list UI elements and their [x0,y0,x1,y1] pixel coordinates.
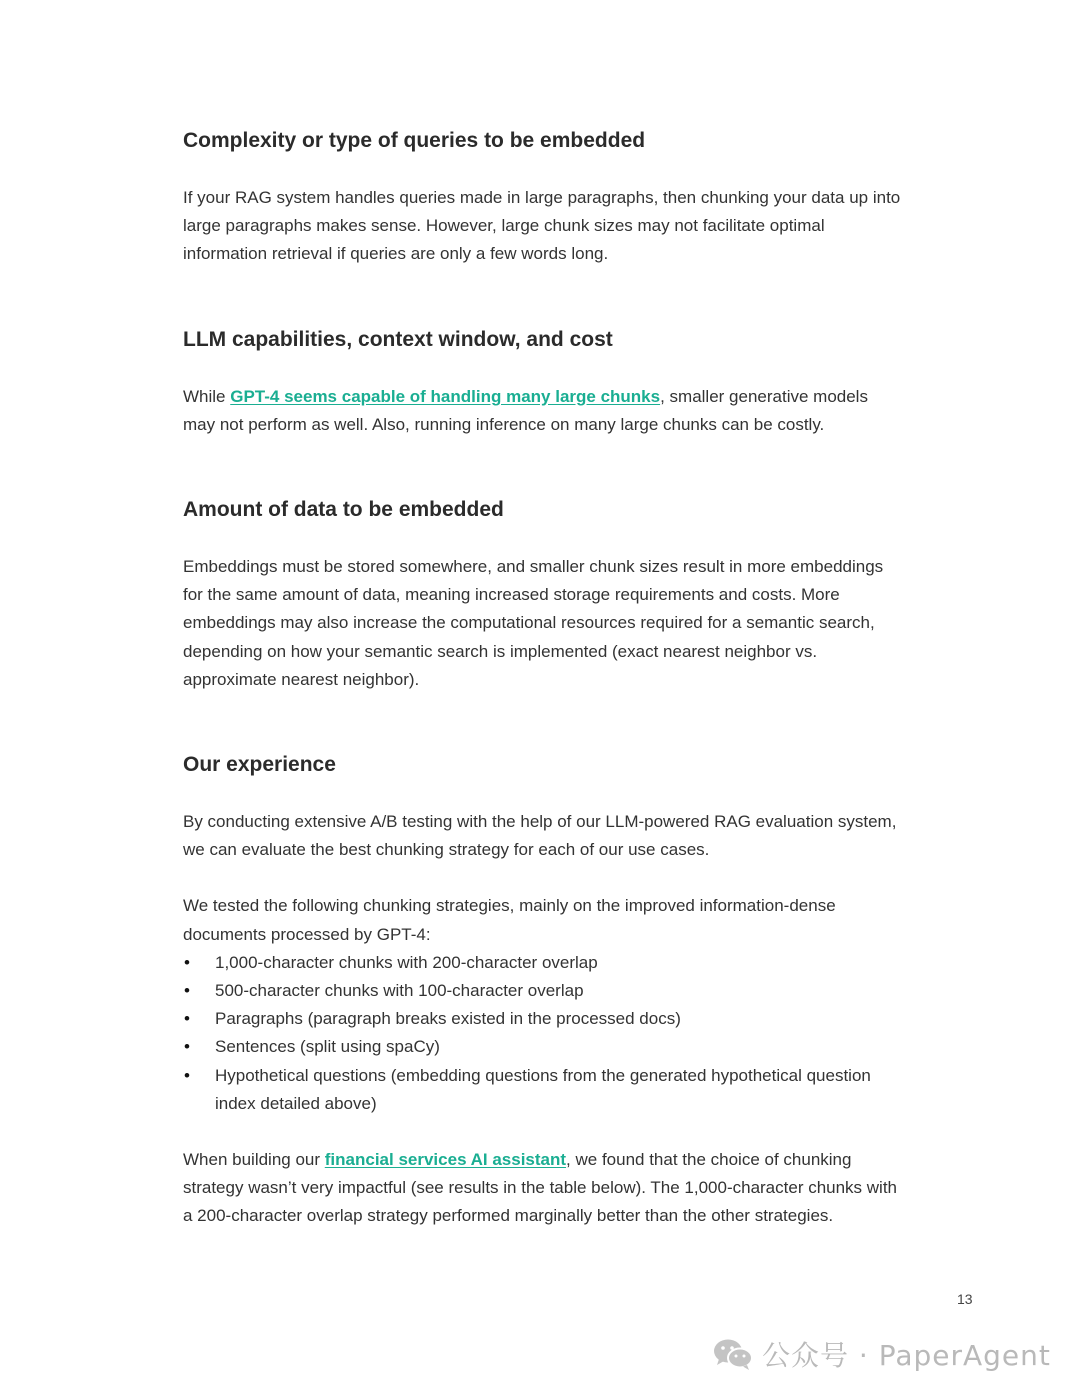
paragraph-text: When building our [183,1150,325,1170]
list-item [183,1033,903,1061]
wechat-icon [712,1337,754,1371]
bullet-icon: • [184,1065,190,1085]
section-paragraph: We tested the following chunking strategies, mainly on the improved information-dense documents processed by GPT-4: [183,896,836,944]
page-number: 13 [957,1291,973,1307]
list-item [183,977,903,1005]
bullet-icon: • [184,1009,190,1029]
bullet-icon: • [184,952,190,972]
list-item [183,1062,903,1118]
paragraph-text: While [183,386,231,406]
page-content [183,126,903,1231]
chunking-strategies-list [183,949,903,1118]
list-item-text: Hypothetical questions (embedding questions from the generated hypothetical question index detailed above) [215,1065,871,1113]
section-query-complexity [183,126,903,269]
list-item-text: 1,000-character chunks with 200-character overlap [215,952,598,972]
section-data-amount [183,495,903,694]
list-item [183,1005,903,1033]
list-item-text: 500-character chunks with 100-character overlap [215,981,584,1001]
financial-assistant-link[interactable]: financial services AI assistant [324,1150,567,1170]
section-paragraph: Embeddings must be stored somewhere, and smaller chunk sizes result in more embeddings for the same amount of data, meaning increased storage requirements and costs. More embeddings may also increase the computational resources required for a semantic search, depending on how your semantic search is implemented (exact nearest neighbor vs. approximate nearest neighbor). [183,557,884,689]
section-llm-capabilities [183,325,903,439]
section-heading: Complexity or type of queries to be embedded [183,129,646,152]
paragraph-text: , smaller generative models may not perform as well. Also, running inference on many large chunks can be costly. [183,386,868,434]
watermark-text: 公众号 · PaperAgent [762,1339,1051,1372]
paragraph-text: , we found that the choice of chunking strategy wasn’t very impactful (see results in the table below). The 1,000-character chunks with a 200-character overlap strategy performed marginally better than the other strategies. [183,1150,898,1226]
watermark [712,1334,1051,1374]
section-heading: LLM capabilities, context window, and cost [183,327,613,351]
section-paragraph: If your RAG system handles queries made in large paragraphs, then chunking your data up into large paragraphs makes sense. However, large chunk sizes may not facilitate optimal information retrieval if queries are only a few words long. [183,188,901,264]
gpt4-chunks-link[interactable]: GPT-4 seems capable of handling many large chunks [230,386,661,406]
bullet-icon: • [184,981,190,1001]
bullet-icon: • [184,1037,190,1057]
list-item [183,949,903,977]
section-paragraph: By conducting extensive A/B testing with the help of our LLM-powered RAG evaluation system, we can evaluate the best chunking strategy for each of our use cases. [183,812,897,860]
section-our-experience [183,750,903,1231]
section-heading: Amount of data to be embedded [183,498,504,522]
section-paragraph [183,383,903,439]
list-item-text: Sentences (split using spaCy) [215,1037,440,1057]
list-item-text: Paragraphs (paragraph breaks existed in the processed docs) [215,1009,681,1029]
section-heading: Our experience [183,753,336,777]
section-paragraph [183,1146,903,1231]
